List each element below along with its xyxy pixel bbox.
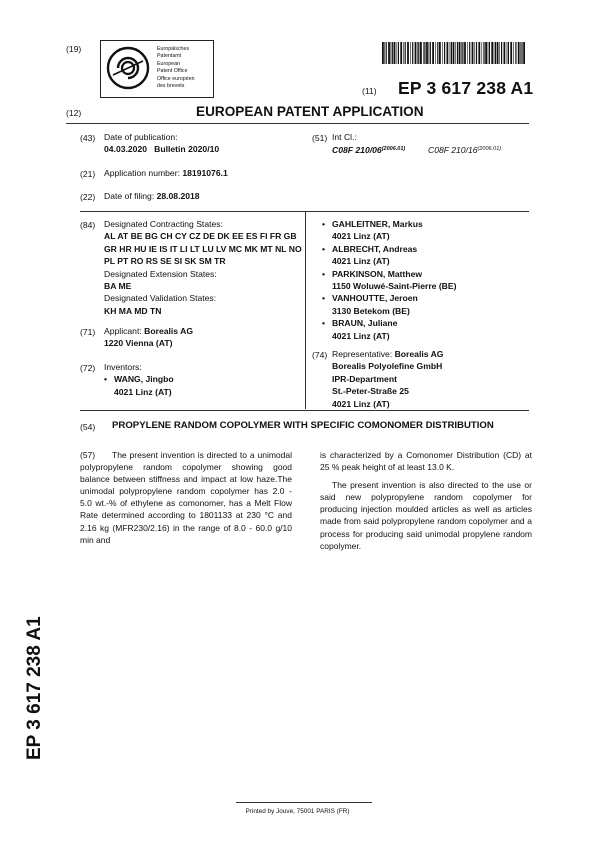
code-57: (57) bbox=[80, 450, 96, 460]
code-12: (12) bbox=[66, 108, 82, 118]
inventors-continued bbox=[322, 218, 532, 342]
barcode-bar bbox=[400, 42, 402, 64]
document-type: EUROPEAN PATENT APPLICATION bbox=[196, 104, 424, 119]
barcode-bar bbox=[485, 42, 487, 64]
barcode-bar bbox=[429, 42, 430, 64]
barcode-bar bbox=[417, 42, 418, 64]
barcode-bar bbox=[459, 42, 461, 64]
barcode-bar bbox=[442, 42, 443, 64]
inventors-label: Inventors: bbox=[104, 362, 142, 372]
inventor-item: • VANHOUTTE, Jeroen bbox=[322, 293, 418, 304]
barcode-bar bbox=[388, 42, 390, 64]
applicant-name: Borealis AG bbox=[144, 326, 194, 336]
representative-label: Representative: bbox=[332, 349, 393, 359]
states-label: Designated Contracting States: bbox=[104, 219, 223, 229]
states-line: GR HR HU IE IS IT LI LT LU LV MC MK MT NL NO bbox=[104, 243, 302, 254]
barcode-bar bbox=[504, 42, 506, 64]
inventor-address: 3130 Betekom (BE) bbox=[332, 305, 410, 316]
epo-office-names bbox=[157, 46, 211, 90]
abstract-left bbox=[80, 449, 292, 546]
publication-date-block bbox=[104, 131, 219, 156]
representative-line: 4021 Linz (AT) bbox=[332, 398, 390, 409]
code-54: (54) bbox=[80, 422, 96, 432]
barcode-bar bbox=[497, 42, 499, 64]
barcode-bar bbox=[396, 42, 397, 64]
inventor-item: • BRAUN, Juliane bbox=[322, 318, 398, 329]
barcode-bar bbox=[403, 42, 404, 64]
inventor-address: 4021 Linz (AT) bbox=[332, 231, 390, 242]
barcode-bar bbox=[405, 42, 406, 64]
abstract-right bbox=[320, 449, 532, 552]
barcode-bar bbox=[518, 42, 520, 64]
footer-rule bbox=[236, 802, 372, 803]
barcode-bar bbox=[386, 42, 387, 64]
barcode-bar bbox=[437, 42, 438, 64]
barcode-bar bbox=[499, 42, 500, 64]
barcode-bar bbox=[461, 42, 462, 64]
barcode-bar bbox=[476, 42, 477, 64]
states-line: AL AT BE BG CH CY CZ DE DK EE ES FI FR GB bbox=[104, 231, 297, 242]
barcode-bar bbox=[513, 42, 514, 64]
inventor-item: • GAHLEITNER, Markus bbox=[322, 219, 423, 229]
application-number-row bbox=[104, 167, 228, 179]
inventor-address: 4021 Linz (AT) bbox=[332, 330, 390, 341]
barcode-bar bbox=[478, 42, 480, 64]
barcode-bar bbox=[450, 42, 451, 64]
inventor-address: 4021 Linz (AT) bbox=[114, 386, 172, 397]
barcode-bar bbox=[515, 42, 516, 64]
barcode-bar bbox=[521, 42, 522, 64]
biblio-column-divider bbox=[305, 212, 306, 409]
inventor-item: • PARKINSON, Matthew bbox=[322, 268, 423, 279]
inventor-item: • ALBRECHT, Andreas bbox=[322, 243, 418, 254]
barcode-bar bbox=[489, 42, 490, 64]
designated-states-block bbox=[104, 218, 304, 317]
applicant-label: Applicant: bbox=[104, 326, 142, 336]
representative-line: Borealis Polyolefine GmbH bbox=[332, 361, 443, 372]
barcode-bar bbox=[520, 42, 521, 64]
application-number-value: 18191076.1 bbox=[182, 168, 228, 178]
barcode-bar bbox=[510, 42, 512, 64]
barcode-bar bbox=[407, 42, 409, 64]
abstract-right-text-2: The present invention is also directed to the use or said new polypropylene random copolymer for producing injection moulded articles as well as articles made from said polypropylene random copolymer and a process for producing said unimodal propylene random copolymer. bbox=[320, 480, 532, 551]
code-51: (51) bbox=[312, 133, 328, 143]
barcode-bar bbox=[462, 42, 463, 64]
barcode-bar bbox=[494, 42, 495, 64]
barcode-bar bbox=[426, 42, 428, 64]
office-line: Europäisches bbox=[157, 46, 190, 52]
barcode-bar bbox=[474, 42, 475, 64]
inventor-address: 1150 Woluwé-Saint-Pierre (BE) bbox=[332, 281, 457, 292]
biblio-rule-bottom bbox=[80, 410, 529, 411]
barcode-bar bbox=[508, 42, 509, 64]
office-line: Office européen bbox=[157, 75, 195, 82]
representative-name: Borealis AG bbox=[394, 349, 444, 359]
side-publication-number: EP 3 617 238 A1 bbox=[24, 616, 45, 760]
code-72: (72) bbox=[80, 363, 96, 373]
office-line: European bbox=[157, 60, 180, 67]
code-71: (71) bbox=[80, 327, 96, 337]
extension-states-label: Designated Extension States: bbox=[104, 268, 217, 279]
invention-title: PROPYLENE RANDOM COPOLYMER WITH SPECIFIC COMONOMER DISTRIBUTION bbox=[112, 420, 494, 431]
barcode-bar bbox=[457, 42, 458, 64]
barcode-bar bbox=[447, 42, 449, 64]
representative-line: St.-Peter-Straße 25 bbox=[332, 386, 409, 397]
code-43: (43) bbox=[80, 133, 96, 143]
states-line: PL PT RO RS SE SI SK SM TR bbox=[104, 256, 226, 267]
barcode-bar bbox=[444, 42, 445, 64]
abstract-left-text: (57) The present invention is directed to a unimodal polypropylene random copolymer showing good balance between stiffness and impact at low haze.The unimodal polypropylene random copolymer has 2.0 - 5.0 wt.-% of ethylene as comonomer, has a Melt Flow Rate determined according to 1801133 at 230 °C and 2.16 kg (MFR230/2.16) in the range of 8.0 - 60.0 g/10 min and bbox=[80, 450, 292, 545]
application-number-label: Application number: bbox=[104, 168, 180, 178]
barcode-bar bbox=[394, 42, 396, 64]
barcode-bar bbox=[410, 42, 411, 64]
extension-states-value: BA ME bbox=[104, 281, 132, 292]
barcode-bar bbox=[464, 42, 466, 64]
barcode-bar bbox=[495, 42, 496, 64]
epo-logo-icon bbox=[105, 45, 151, 91]
barcode-bar bbox=[501, 42, 502, 64]
barcode bbox=[382, 42, 528, 64]
filing-date-value: 28.08.2018 bbox=[156, 191, 200, 201]
office-line: Patentamt bbox=[157, 53, 182, 60]
barcode-bar bbox=[430, 42, 431, 64]
printer-note: Printed by Jouve, 75001 PARIS (FR) bbox=[245, 808, 350, 815]
barcode-bar bbox=[472, 42, 474, 64]
epo-logo-box bbox=[100, 40, 214, 98]
code-21: (21) bbox=[80, 169, 96, 179]
int-cl-1: C08F $210/06^{(2006.01)}$ bbox=[332, 145, 406, 156]
filing-date-label: Date of filing: bbox=[104, 191, 155, 201]
filing-date-row bbox=[104, 190, 200, 202]
barcode-bar bbox=[507, 42, 508, 64]
barcode-bar bbox=[483, 42, 484, 64]
abstract-right-text-1: is characterized by a Comonomer Distribution (CD) at 25 % peak height of at least 13.0 K. bbox=[320, 450, 532, 473]
validation-states-value: KH MA MD TN bbox=[104, 305, 162, 316]
code-19: (19) bbox=[66, 44, 82, 54]
code-84: (84) bbox=[80, 220, 96, 230]
barcode-bar bbox=[384, 42, 385, 64]
barcode-bar bbox=[432, 42, 434, 64]
office-line: des brevets bbox=[157, 83, 185, 90]
barcode-bar bbox=[423, 42, 424, 64]
representative-block bbox=[332, 348, 532, 410]
barcode-bar bbox=[420, 42, 422, 64]
barcode-bar bbox=[467, 42, 468, 64]
int-cl-block bbox=[332, 131, 532, 155]
barcode-bar bbox=[398, 42, 399, 64]
inventor-address: 4021 Linz (AT) bbox=[332, 256, 390, 267]
header-rule bbox=[66, 123, 529, 124]
code-11: (11) bbox=[362, 86, 377, 96]
publication-number: EP 3 617 238 A1 bbox=[398, 78, 534, 98]
barcode-bar bbox=[482, 42, 483, 64]
barcode-bar bbox=[382, 42, 384, 64]
publication-date-label: Date of publication: bbox=[104, 132, 178, 142]
barcode-bar bbox=[391, 42, 392, 64]
office-line: Patent Office bbox=[157, 68, 188, 75]
barcode-bar bbox=[491, 42, 493, 64]
barcode-bar bbox=[453, 42, 455, 64]
barcode-bar bbox=[488, 42, 489, 64]
validation-states-label: Designated Validation States: bbox=[104, 293, 217, 304]
barcode-bar bbox=[415, 42, 417, 64]
barcode-bar bbox=[392, 42, 393, 64]
barcode-bar bbox=[424, 42, 425, 64]
barcode-bar bbox=[435, 42, 436, 64]
applicant-block bbox=[104, 325, 193, 350]
barcode-bar bbox=[523, 42, 525, 64]
inventors-block bbox=[104, 361, 174, 398]
barcode-bar bbox=[469, 42, 470, 64]
int-cl-label: Int Cl.: bbox=[332, 132, 357, 142]
barcode-bar bbox=[455, 42, 456, 64]
code-22: (22) bbox=[80, 192, 96, 202]
applicant-address: 1220 Vienna (AT) bbox=[104, 338, 173, 349]
representative-line: IPR-Department bbox=[332, 373, 397, 384]
barcode-bar bbox=[451, 42, 452, 64]
barcode-bar bbox=[418, 42, 419, 64]
code-74: (74) bbox=[312, 350, 328, 360]
barcode-bar bbox=[412, 42, 413, 64]
barcode-bar bbox=[439, 42, 441, 64]
int-cl-2: C08F $210/16^{(2006.01)}$ bbox=[428, 145, 502, 156]
publication-date-value: 04.03.2020 Bulletin 2020/10 bbox=[104, 144, 220, 155]
inventor-item: • WANG, Jingbo bbox=[104, 374, 174, 385]
